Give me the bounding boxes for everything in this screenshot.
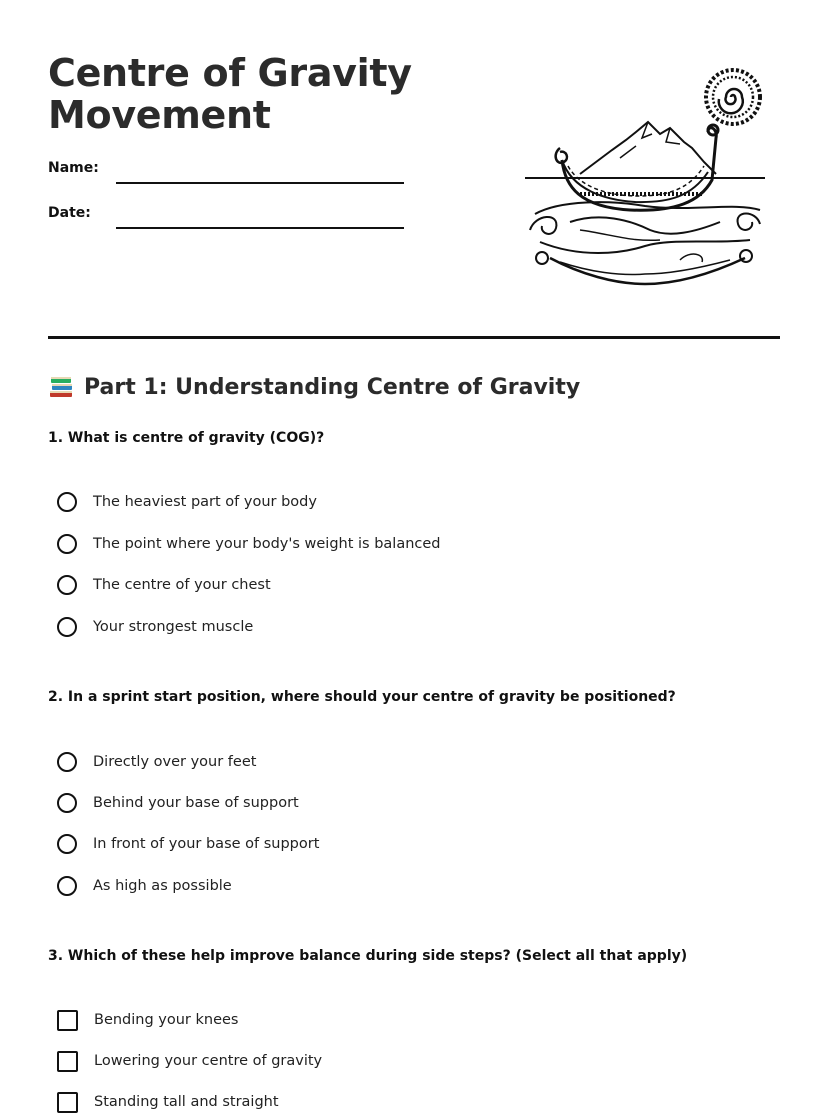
spiral-sun-icon <box>706 70 760 124</box>
radio-button[interactable] <box>57 492 77 512</box>
option-label: Standing tall and straight <box>94 1094 279 1110</box>
question-2-option-1[interactable] <box>57 749 256 775</box>
date-label: Date: <box>48 205 91 221</box>
question-1-option-3[interactable] <box>57 572 271 598</box>
question-1-option-1[interactable] <box>57 489 317 515</box>
question-2-option-3[interactable] <box>57 831 319 857</box>
date-input-line[interactable] <box>116 227 404 229</box>
canoe-icon <box>556 125 718 210</box>
question-3-option-1[interactable] <box>57 1007 239 1033</box>
checkbox[interactable] <box>57 1092 78 1113</box>
option-label: The heaviest part of your body <box>93 494 317 510</box>
option-label: Directly over your feet <box>93 754 257 770</box>
mountains-icon <box>580 122 716 174</box>
name-input-line[interactable] <box>116 182 404 184</box>
waka-illustration <box>520 62 770 288</box>
option-label: Behind your base of support <box>93 795 299 811</box>
water-swirls <box>530 202 760 284</box>
radio-button[interactable] <box>57 834 77 854</box>
radio-button[interactable] <box>57 752 77 772</box>
option-label: In front of your base of support <box>93 836 320 852</box>
question-2: 2. In a sprint start position, where should your centre of gravity be positioned? <box>48 689 676 705</box>
option-label: Lowering your centre of gravity <box>94 1053 323 1069</box>
worksheet-title <box>48 52 412 136</box>
option-label: As high as possible <box>93 878 232 894</box>
question-3-option-2[interactable] <box>57 1048 322 1074</box>
section-heading-text: Part 1: Understanding Centre of Gravity <box>84 374 581 400</box>
question-1: 1. What is centre of gravity (COG)? <box>48 430 325 446</box>
radio-button[interactable] <box>57 876 77 896</box>
name-field[interactable] <box>48 160 404 176</box>
question-3: 3. Which of these help improve balance during side steps? (Select all that apply) <box>48 948 688 964</box>
worksheet-title-line-2: Movement <box>48 93 271 137</box>
books-icon <box>48 374 74 400</box>
question-1-option-4[interactable] <box>57 614 253 640</box>
option-label: The point where your body's weight is balanced <box>93 536 441 552</box>
radio-button[interactable] <box>57 793 77 813</box>
radio-button[interactable] <box>57 534 77 554</box>
date-field[interactable] <box>48 205 404 221</box>
radio-button[interactable] <box>57 575 77 595</box>
question-2-option-4[interactable] <box>57 873 232 899</box>
section-heading-part-1 <box>48 374 580 400</box>
option-label: Bending your knees <box>94 1012 239 1028</box>
header-divider <box>48 336 780 339</box>
checkbox[interactable] <box>57 1051 78 1072</box>
question-3-option-3[interactable] <box>57 1089 279 1115</box>
worksheet-title-line-1: Centre of Gravity <box>48 51 412 95</box>
option-label: The centre of your chest <box>93 577 271 593</box>
question-2-option-2[interactable] <box>57 790 299 816</box>
question-1-option-2[interactable] <box>57 531 441 557</box>
name-label: Name: <box>48 160 99 176</box>
checkbox[interactable] <box>57 1010 78 1031</box>
radio-button[interactable] <box>57 617 77 637</box>
option-label: Your strongest muscle <box>93 619 254 635</box>
